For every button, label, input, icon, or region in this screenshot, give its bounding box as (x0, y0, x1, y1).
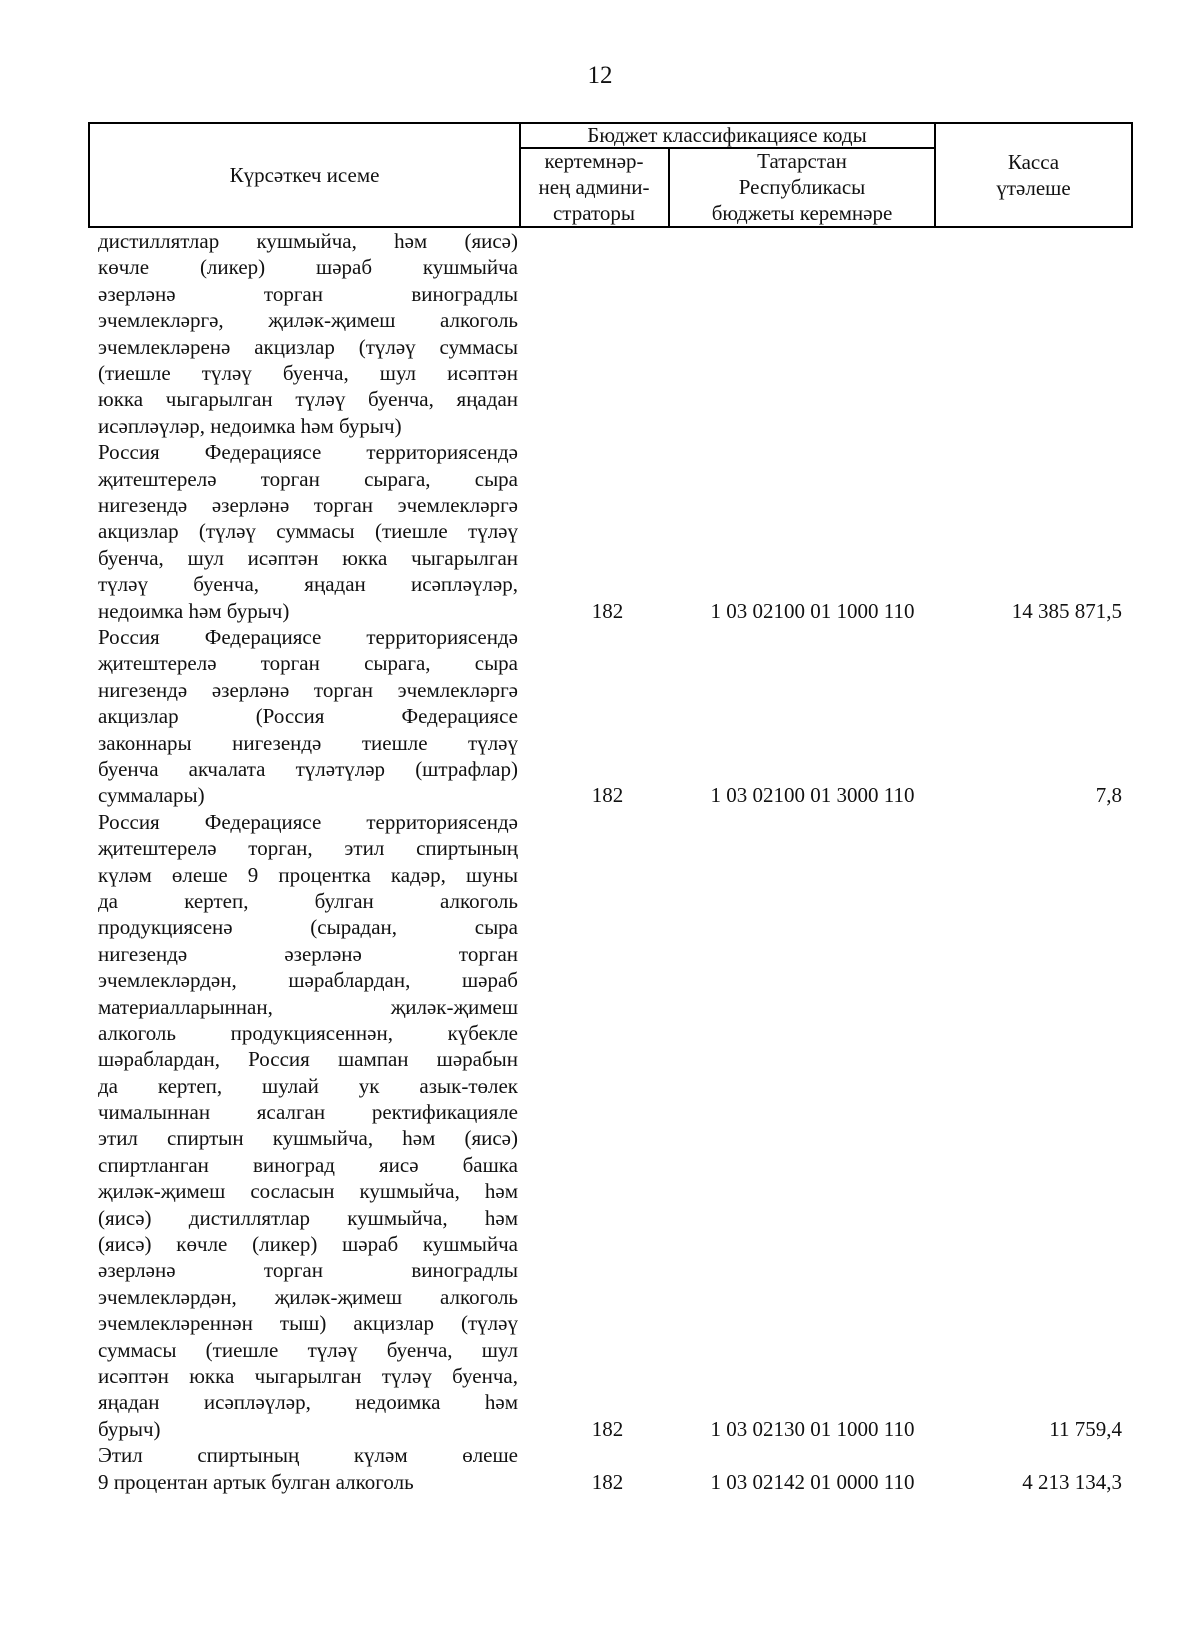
description-line: җиләк-җимеш сосласын кушмыйча, һәм (98, 1179, 518, 1204)
description-line: шәраблардан, Россия шампан шәрабын (98, 1047, 518, 1072)
description-line: күләм өлеше 9 процентка кадәр, шуны (98, 862, 518, 887)
description-line: чималыннан ясалган ректификацияле (98, 1100, 518, 1125)
description-line: да кертеп, булган алкоголь (98, 888, 518, 913)
description-line: материалларыннан, җиләк-җимеш (98, 994, 518, 1019)
revenue-code: 1 03 02100 01 1000 110 (710, 598, 915, 623)
administrator-code: 182 (591, 1416, 624, 1441)
description-line: спиртланган виноград яисә башка (98, 1152, 518, 1177)
description-line: алкоголь продукциясеннән, күбекле (98, 1020, 518, 1045)
description-line: акцизлар (Россия Федерациясе (98, 704, 518, 729)
description-line: дистиллятлар кушмыйча, һәм (яисә) (98, 229, 518, 253)
description-line: (тиешле түләү буенча, шул исәптән (98, 360, 518, 385)
description-line: (яисә) көчле (ликер) шәраб кушмыйча (98, 1232, 518, 1257)
description-line: җитештерелә торган, этил спиртының (98, 836, 518, 861)
indicator-description (98, 439, 518, 624)
indicator-description (98, 228, 518, 439)
page-number: 12 (587, 62, 613, 89)
description-line: исәпләүләр, недоимка һәм бурыч) (98, 413, 402, 438)
description-line: законнары нигезендә тиешле түләү (98, 730, 518, 755)
description-line: эчемлекләреннән тыш) акцизлар (түләү (98, 1311, 518, 1336)
description-line: этил спиртын кушмыйча, һәм (яисә) (98, 1126, 518, 1151)
description-line: суммалары) (98, 783, 205, 808)
description-line: юкка чыгарылган түләү буенча, яңадан (98, 387, 518, 412)
description-line: недоимка һәм бурыч) (98, 598, 290, 623)
description-line: нигезендә әзерләнә торган (98, 941, 518, 966)
indicator-description (98, 809, 518, 1442)
header-cash-execution: Касса үтәлеше (996, 150, 1071, 200)
description-line: нигезендә әзерләнә торган эчемлекләргә (98, 492, 518, 517)
description-line: суммасы (тиешле түләү буенча, шул (98, 1337, 518, 1362)
description-line: Россия Федерациясе территориясендә (98, 440, 518, 465)
description-line: әзерләнә торган виноградлы (98, 281, 518, 306)
description-line: әзерләнә торган виноградлы (98, 1258, 518, 1283)
description-line: бурыч) (98, 1416, 161, 1441)
description-line: яңадан исәпләүләр, недоимка һәм (98, 1390, 518, 1415)
description-line: 9 процентан артык булган алкоголь (98, 1469, 414, 1494)
indicator-description (98, 1442, 518, 1495)
cash-amount: 7,8 (1095, 783, 1122, 808)
cash-amount: 14 385 871,5 (1011, 598, 1122, 623)
description-line: буенча акчалата түләтүләр (штрафлар) (98, 756, 518, 781)
description-line: нигезендә әзерләнә торган эчемлекләргә (98, 677, 518, 702)
description-line: да кертеп, шулай ук азык-төлек (98, 1073, 518, 1098)
administrator-code: 182 (591, 598, 624, 623)
administrator-code: 182 (591, 1469, 624, 1494)
description-line: Россия Федерациясе территориясендә (98, 809, 518, 834)
description-line: эчемлекләрдән, җиләк-җимеш алкоголь (98, 1284, 518, 1309)
administrator-code: 182 (591, 783, 624, 808)
revenue-code: 1 03 02142 01 0000 110 (710, 1469, 915, 1494)
description-line: җитештерелә торган сырага, сыра (98, 466, 518, 491)
description-line: Этил спиртының күләм өлеше (98, 1443, 518, 1468)
revenue-code: 1 03 02100 01 3000 110 (710, 783, 915, 808)
cash-amount: 11 759,4 (1049, 1416, 1122, 1441)
description-line: Россия Федерациясе территориясендә (98, 625, 518, 649)
indicator-description (98, 624, 518, 809)
description-line: эчемлекләренә акцизлар (түләү суммасы (98, 334, 518, 359)
description-line: буенча, шул исәптән юкка чыгарылган (98, 545, 518, 570)
header-indicator-name: Күрсәткеч исеме (229, 163, 380, 187)
description-line: акцизлар (түләү суммасы (тиешле түләү (98, 519, 518, 544)
cash-amount: 4 213 134,3 (1022, 1469, 1122, 1494)
header-administrators: кертемнәр- нең админи- страторы (538, 149, 650, 225)
description-line: көчле (ликер) шәраб кушмыйча (98, 255, 518, 280)
description-line: эчемлекләргә, җиләк-җимеш алкоголь (98, 308, 518, 333)
header-budget-code-group: Бюджет классификациясе коды (587, 123, 867, 147)
description-line: түләү буенча, яңадан исәпләүләр, (98, 572, 518, 597)
description-line: (яисә) дистиллятлар кушмыйча, һәм (98, 1205, 518, 1230)
revenue-code: 1 03 02130 01 1000 110 (710, 1416, 915, 1441)
header-revenue-code: Татарстан Республикасы бюджеты керемнәре (711, 149, 893, 225)
description-line: җитештерелә торган сырага, сыра (98, 651, 518, 676)
description-line: исәптән юкка чыгарылган түләү буенча, (98, 1364, 518, 1388)
description-line: эчемлекләрдән, шәраблардан, шәраб (98, 968, 518, 993)
description-line: продукциясенә (сырадан, сыра (98, 915, 518, 940)
